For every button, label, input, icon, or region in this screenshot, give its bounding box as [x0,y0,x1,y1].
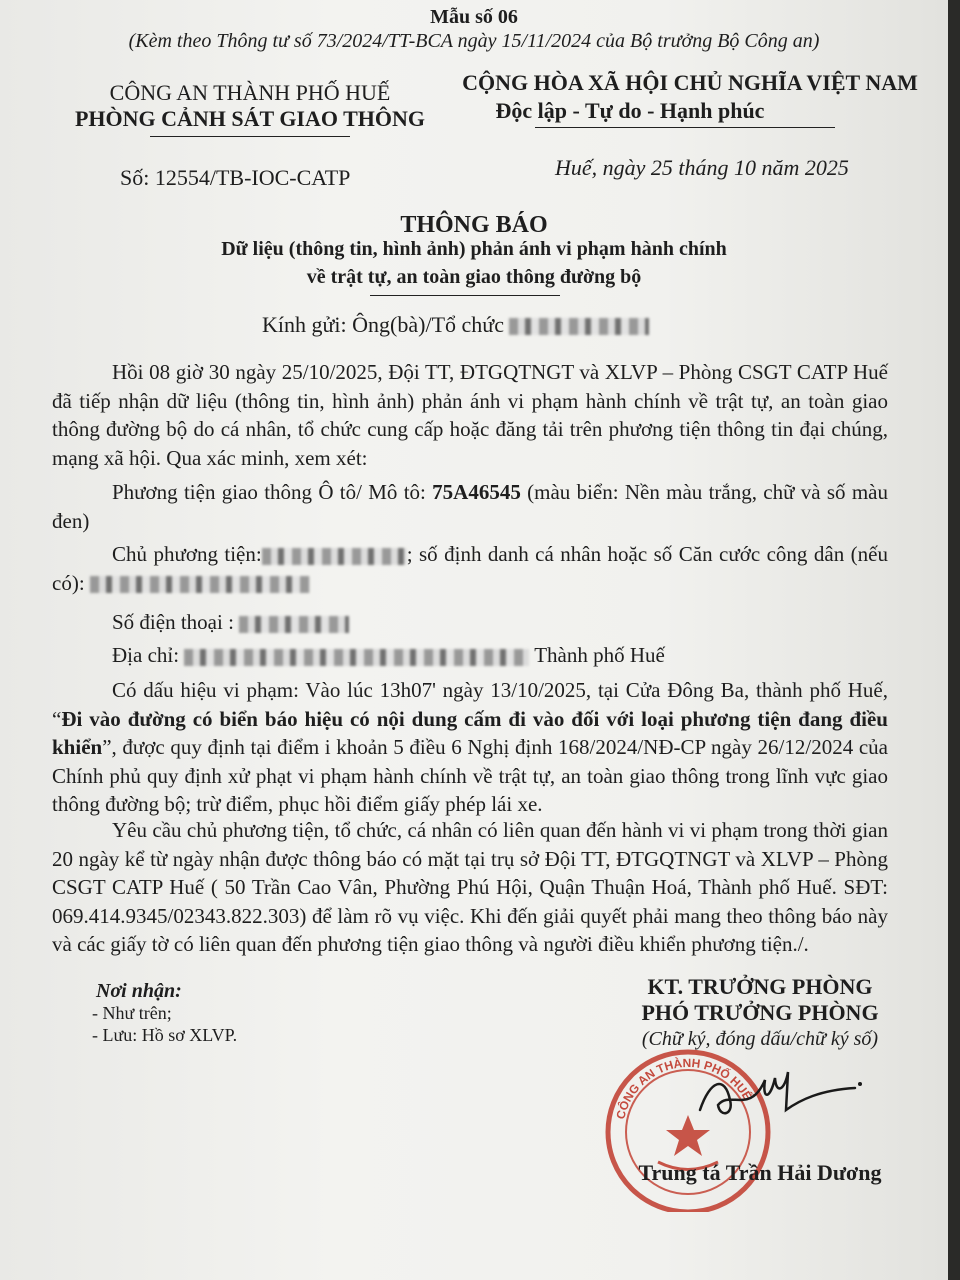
address-city: Thành phố Huế [534,643,665,667]
signer-position: PHÓ TRƯỞNG PHÒNG [641,1000,879,1025]
vehicle-block [52,478,888,535]
address-label: Địa chỉ: [112,643,180,667]
request-block [52,816,888,959]
stamp-text: CÔNG AN THÀNH PHỐ HUẾ [613,1055,755,1121]
redacted-phone [239,616,349,633]
page-edge-shadow [948,0,960,1280]
paragraph-receipt [52,358,888,472]
redacted-address [184,649,529,666]
violation-legal-basis: ”, được quy định tại điểm i khoản 5 điều 6 Nghị định 168/2024/NĐ-CP ngày 26/12/2024 của Chính phủ quy định xử phạt vi phạm hành chính về trật tự, an toàn giao thông trong lĩnh vực giao thông đường bộ; trừ điểm, phục hồi điểm giấy phép lái xe. [52,735,888,816]
violation-description: Đi vào đường có biển báo hiệu có nội dung cấm đi vào đối với loại phương tiện đang điều khiển [52,706,888,759]
document-subtitle-line1: Dữ liệu (thông tin, hình ảnh) phản ánh vi phạm hành chính [221,238,727,260]
redacted-owner-id [90,576,310,593]
signer-name: Trung tá Trần Hải Dương [638,1160,882,1185]
violation-block [52,676,888,819]
national-slogan: Độc lập - Tự do - Hạnh phúc [495,98,765,123]
recipient-item: - Lưu: Hồ sơ XLVP. [92,1025,238,1045]
redacted-owner-name [262,548,407,565]
owner-id-label: ; số định danh cá nhân hoặc số Căn cước công dân [406,542,845,566]
violation-intro: Có dấu hiệu vi phạm: Vào lúc 13h07' ngày 13/10/2025, tại Cửa Đông Ba, thành phố Huế, “ [52,678,888,731]
recipient-label: Kính gửi: Ông(bà)/Tổ chức [262,312,504,337]
vehicle-plate-color: (màu biển: Nền màu trắng, chữ và số màu đen) [52,480,889,533]
document-title: THÔNG BÁO [400,212,548,238]
recipient-item: - Như trên; [92,1003,172,1023]
slogan-underline [535,127,835,128]
request-text: Yêu cầu chủ phương tiện, tổ chức, cá nhân có liên quan đến hành vi vi phạm trong thời gian 20 ngày kể từ ngày nhận được thông báo có mặt tại trụ sở Đội TT, ĐTGQTNGT và XLVP – Phòng CSGT CATP Huế ( 50 Trần Cao Vân, Phường Phú Hội, Quận Thuận Hoá, Thành phố Huế. SĐT: 069.414.9345/02343.822.303) để làm rõ vụ việc. Khi đến giải quyết phải mang theo thông báo này và các giấy tờ có liên quan đến phương tiện giao thông và người điều khiển phương tiện./. [52,818,888,956]
recipients-title: Nơi nhận: [96,980,182,1002]
license-plate: 75A46545 [432,480,521,504]
paragraph-receipt-text: Hồi 08 giờ 30 ngày 25/10/2025, Đội TT, ĐTGQTNGT và XLVP – Phòng CSGT CATP Huế đã tiếp nhận dữ liệu (thông tin, hình ảnh) phản ánh vi phạm hành chính về trật tự, an toàn giao thông đường bộ do cá nhân, tổ chức cung cấp hoặc đăng tải trên phương tiện thông tin đại chúng, mạng xã hội. Qua xác minh, xem xét: [52,360,888,470]
redacted-recipient [509,318,649,335]
address-block [52,641,888,670]
vehicle-label: Phương tiện giao thông Ô tô/ Mô tô: [112,480,426,504]
document-subtitle-line2: về trật tự, an toàn giao thông đường bộ [306,266,642,288]
agency-department: PHÒNG CẢNH SÁT GIAO THÔNG [74,106,425,131]
recipient-line [262,312,649,338]
owner-id-suffix: (nếu có): [52,542,888,595]
owner-block [52,540,888,597]
phone-block [52,608,888,637]
form-number: Mẫu số 06 [430,6,518,28]
signer-title: KT. TRƯỞNG PHÒNG [647,974,873,999]
title-underline [370,295,560,296]
agency-underline [150,136,350,137]
owner-label: Chủ phương tiện: [112,542,262,566]
agency-name: CÔNG AN THÀNH PHỐ HUẾ [109,80,391,105]
document-number: Số: 12554/TB-IOC-CATP [120,165,351,190]
place-date: Huế, ngày 25 tháng 10 năm 2025 [555,155,849,180]
signature-note: (Chữ ký, đóng dấu/chữ ký số) [641,1028,879,1050]
national-motto: CỘNG HÒA XÃ HỘI CHỦ NGHĨA VIỆT NAM [462,70,918,95]
form-attached-note: (Kèm theo Thông tư số 73/2024/TT-BCA ngày 15/11/2024 của Bộ trưởng Bộ Công an) [128,30,820,52]
handwritten-signature-icon [690,1060,870,1130]
phone-label: Số điện thoại : [112,610,234,634]
